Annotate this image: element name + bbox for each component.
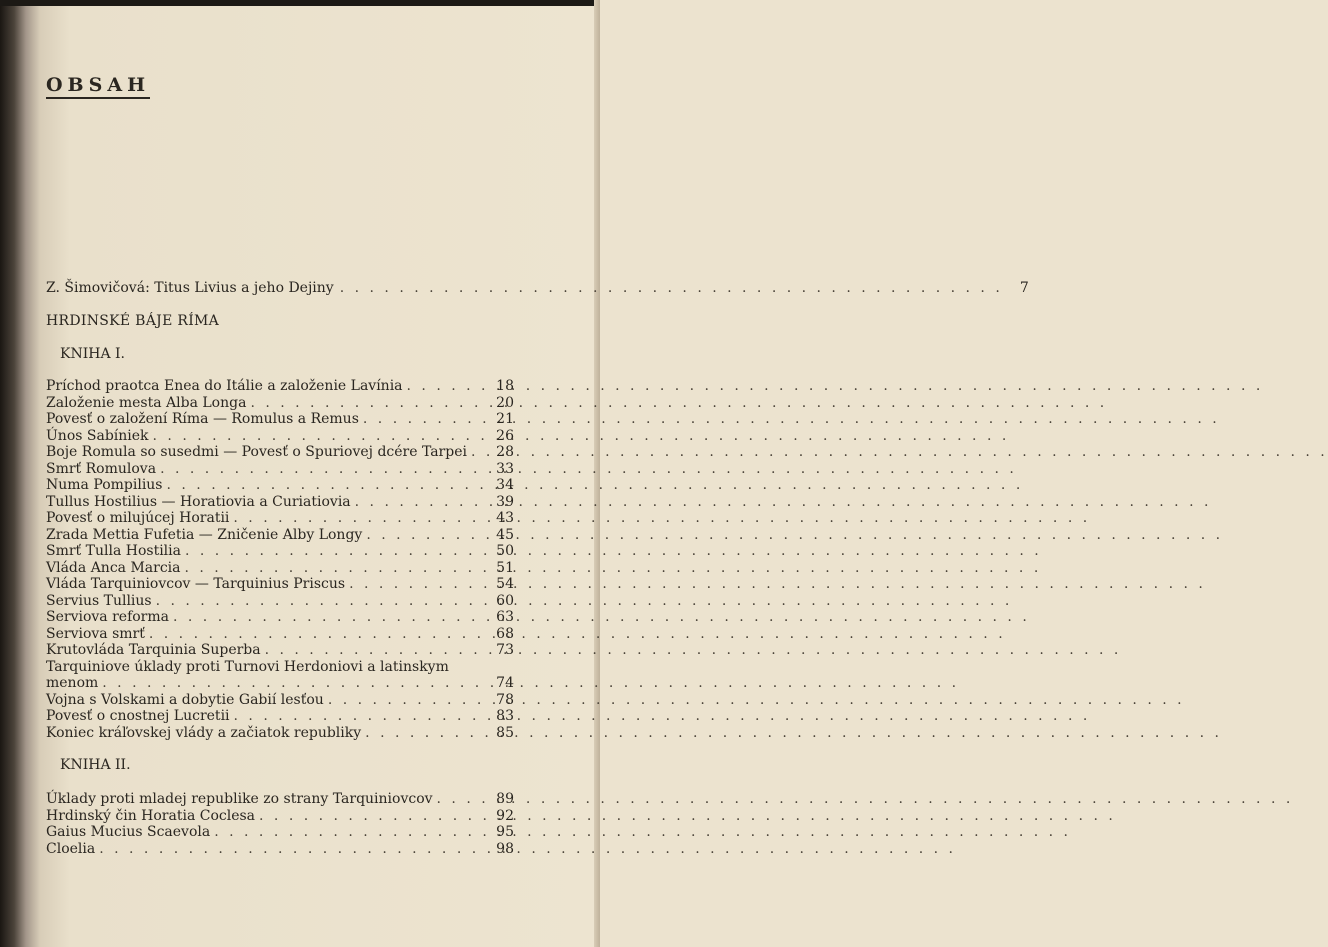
- toc-entry: [46, 560, 514, 577]
- leader-dots: [351, 494, 488, 510]
- section-heading: HRDINSKÉ BÁJE RÍMA: [46, 313, 220, 329]
- toc-entry-title: Vojna s Volskami a dobytie Gabií lesťou: [46, 691, 324, 708]
- toc-entry-page: 78: [496, 691, 514, 708]
- book2-heading: KNIHA II.: [60, 757, 131, 773]
- toc-entry-title: Vláda Tarquiniovcov — Tarquinius Priscus: [46, 576, 346, 592]
- leader-dots: [361, 725, 488, 741]
- toc-entry: [46, 692, 514, 709]
- leader-dots: [181, 560, 489, 576]
- toc-entry-page: 50: [496, 543, 514, 559]
- toc-entry-page: 20: [496, 394, 514, 411]
- toc-entry-page: 95: [496, 824, 514, 840]
- leader-dots: [163, 477, 489, 493]
- toc-entry-page: 74: [496, 675, 514, 691]
- toc-entry-page: 92: [496, 807, 514, 824]
- toc-entry-page: 60: [496, 592, 514, 609]
- toc-entry: [46, 791, 514, 808]
- toc-entry: [46, 461, 514, 478]
- toc-entry-continuation: [46, 675, 514, 692]
- toc-entry-page: 26: [496, 427, 514, 444]
- leader-dots: [181, 543, 488, 559]
- leader-dots: [98, 675, 488, 691]
- toc-entry-page: 73: [496, 642, 514, 658]
- toc-entry-page: 89: [496, 791, 514, 807]
- toc-entry-page: 43: [496, 510, 514, 526]
- toc-entry-page: 21: [496, 411, 514, 427]
- toc-entry: [46, 411, 514, 428]
- leader-dots: [345, 576, 488, 592]
- toc-entry-title: Krutovláda Tarquinia Superba: [46, 642, 261, 658]
- toc-entry-title: Príchod praotca Enea do Itálie a založenie Lavínia: [46, 378, 403, 394]
- leader-dots: [246, 395, 488, 411]
- toc-entry-title: Numa Pompilius: [46, 477, 163, 493]
- toc-entry: [46, 841, 514, 858]
- toc-entry-title: Servius Tullius: [46, 592, 152, 609]
- intro-page: 7: [1019, 280, 1029, 296]
- toc-entry-title: Cloelia: [46, 840, 96, 857]
- toc-entry-title: Smrť Romulova: [46, 460, 157, 477]
- toc-entry: [46, 824, 514, 841]
- toc-entry: [46, 708, 514, 725]
- toc-entry: [46, 510, 514, 527]
- toc-entry-page: 45: [496, 526, 514, 543]
- toc-entry-title: Povesť o cnostnej Lucretii: [46, 708, 230, 724]
- toc-entry: [46, 527, 514, 544]
- toc-entry-title: Zrada Mettia Fufetia — Zničenie Alby Longy: [46, 526, 363, 543]
- toc-entry: [46, 477, 514, 494]
- toc-entry: [46, 543, 514, 560]
- toc-entry: [46, 576, 514, 593]
- leader-dots: [362, 527, 488, 543]
- toc-entry-title: Povesť o založení Ríma — Romulus a Remus: [46, 411, 359, 427]
- leader-dots: [229, 510, 488, 526]
- leader-dots: [334, 280, 1003, 296]
- leader-dots: [261, 642, 488, 658]
- toc-entry-title: Povesť o milujúcej Horatii: [46, 510, 230, 526]
- toc-entry-page: 54: [496, 576, 514, 592]
- toc-entry-page: 18: [496, 378, 514, 394]
- leader-dots: [156, 461, 488, 477]
- toc-entry-page: 63: [496, 609, 514, 625]
- toc-entry-title: Založenie mesta Alba Longa: [46, 394, 247, 411]
- toc-entry: [46, 593, 514, 610]
- toc-entry: [46, 626, 514, 643]
- toc-entry-page: 34: [496, 477, 514, 493]
- toc-entry-title: Tullus Hostilius — Horatiovia a Curiatiovia: [46, 493, 351, 510]
- toc-entry-title: Boje Romula so susedmi — Povesť o Spuriovej dcére Tarpei: [46, 444, 467, 460]
- toc-entry-page: 51: [496, 559, 514, 576]
- toc-entry: [46, 659, 514, 676]
- intro-text: Z. Šimovičová: Titus Livius a jeho Dejiny: [46, 280, 334, 296]
- leader-dots: [324, 692, 488, 708]
- leader-dots: [145, 626, 488, 642]
- toc-entry-title: Hrdinský čin Horatia Coclesa: [46, 807, 256, 824]
- page-title: OBSAH: [46, 74, 150, 99]
- leader-dots: [169, 609, 488, 625]
- book1-toc: [46, 378, 514, 741]
- toc-entry-title: Smrť Tulla Hostilia: [46, 543, 181, 559]
- toc-entry-title: Serviova smrť: [46, 625, 145, 642]
- toc-entry-page: 68: [496, 625, 514, 642]
- toc-entry: [46, 395, 514, 412]
- top-page-edge: [0, 0, 600, 6]
- toc-entry: [46, 428, 514, 445]
- toc-entry: [46, 609, 514, 626]
- toc-entry-title: Serviova reforma: [46, 609, 169, 625]
- toc-entry: [46, 444, 514, 461]
- leader-dots: [359, 411, 488, 427]
- leader-dots: [95, 841, 488, 857]
- toc-entry-title: Úklady proti mladej republike zo strany Tarquiniovcov: [46, 791, 433, 807]
- leader-dots: [149, 428, 488, 444]
- toc-entry-title: Gaius Mucius Scaevola: [46, 824, 211, 840]
- intro-entry: [46, 280, 1029, 296]
- toc-entry-title-continued: menom: [46, 675, 99, 691]
- leader-dots: [210, 824, 488, 840]
- toc-entry: [46, 725, 514, 742]
- toc-entry-title: Vláda Anca Marcia: [46, 559, 181, 576]
- leader-dots: [152, 593, 488, 609]
- toc-entry-page: 33: [496, 460, 514, 477]
- leader-dots: [255, 808, 488, 824]
- toc-entry-page: 85: [496, 724, 514, 741]
- leader-dots: [433, 791, 488, 807]
- toc-entry-page: 28: [496, 444, 514, 460]
- leader-dots: [467, 444, 488, 460]
- leader-dots: [230, 708, 488, 724]
- toc-entry: [46, 378, 514, 395]
- toc-entry-title: Koniec kráľovskej vlády a začiatok republiky: [46, 724, 362, 741]
- book2-toc: [46, 791, 514, 857]
- leader-dots: [403, 378, 488, 394]
- toc-entry-page: 39: [496, 493, 514, 510]
- toc-entry-page: 98: [496, 840, 514, 857]
- toc-entry-page: 83: [496, 708, 514, 724]
- toc-entry-title: Tarquiniove úklady proti Turnovi Herdoniovi a latinskym: [46, 658, 449, 675]
- toc-entry-title: Únos Sabíniek: [46, 427, 149, 444]
- toc-entry: [46, 494, 514, 511]
- toc-entry: [46, 642, 514, 659]
- toc-entry: [46, 808, 514, 825]
- book1-heading: KNIHA I.: [60, 346, 125, 362]
